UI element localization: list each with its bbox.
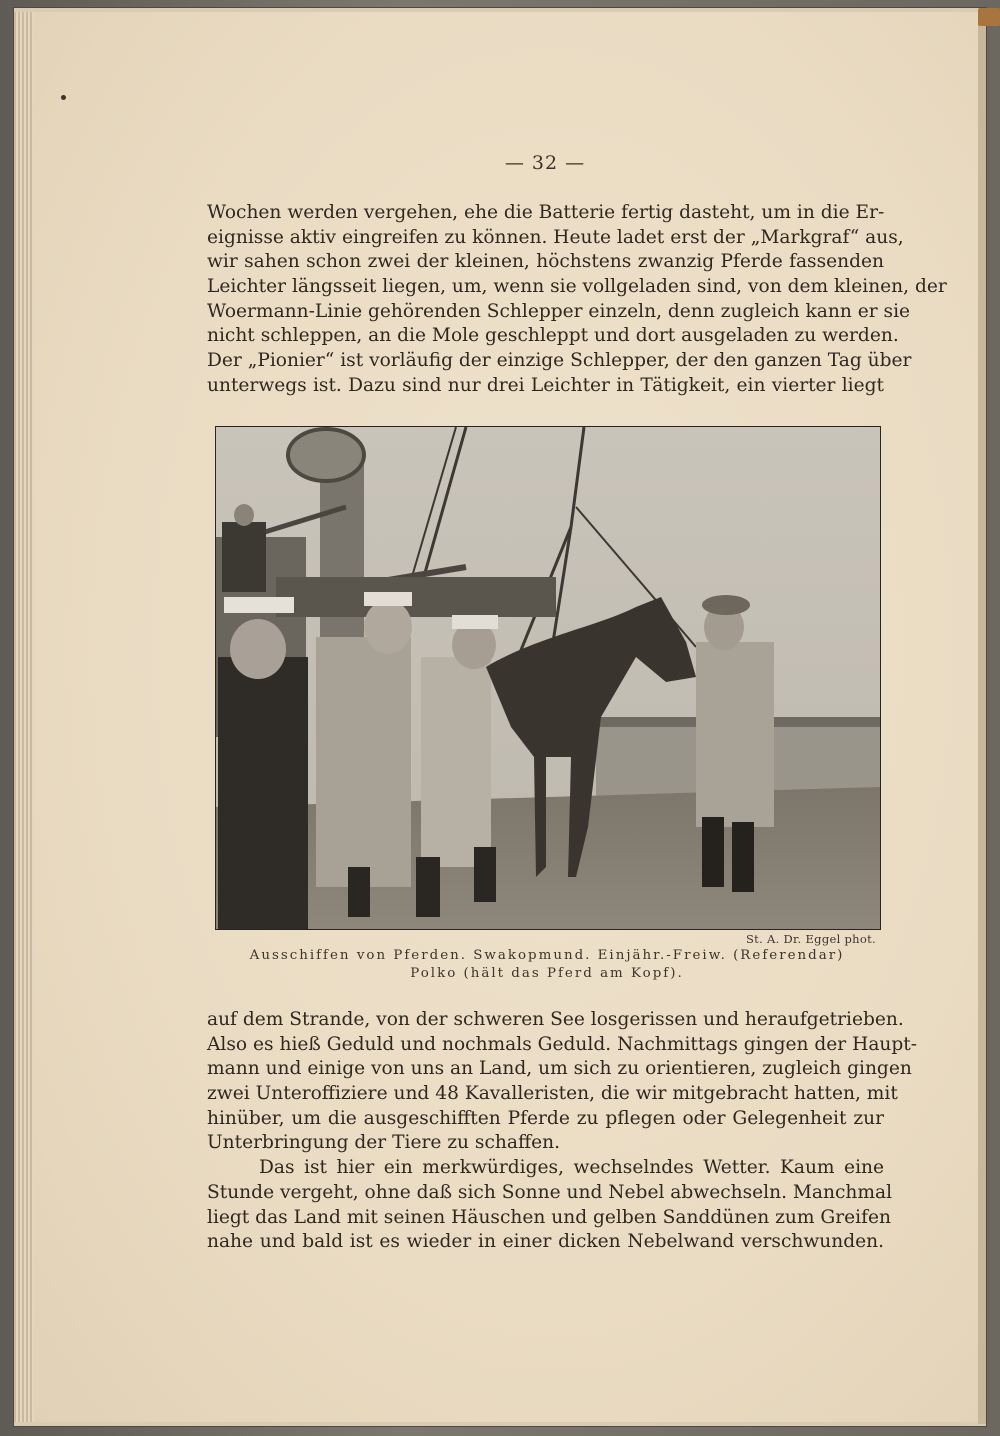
text-line: zwei Unteroffiziere und 48 Kavalleristen, die wir mitgebracht hatten, mit — [207, 1083, 898, 1105]
figure-caption-continued: Polko (hält das Pferd am Kopf). — [410, 966, 684, 981]
text-line: Woermann-Linie gehörenden Schlepper einzeln, denn zugleich kann er sie — [207, 300, 911, 322]
paragraph-top — [207, 201, 947, 399]
page-edges — [14, 12, 36, 1422]
text-line: Der „Pionier“ ist vorläufig der einzige Schlepper, der den ganzen Tag über — [207, 350, 912, 372]
text-line: hinüber, um die ausgeschifften Pferde zu pflegen oder Gelegenheit zur — [207, 1107, 884, 1129]
text-line: nicht schleppen, an die Mole geschleppt und dort ausgeladen zu werden. — [207, 325, 899, 347]
text-line: eignisse aktiv eingreifen zu können. Heute ladet erst der „Markgraf“ aus, — [207, 226, 904, 248]
corner-tab — [978, 8, 1000, 26]
text-line: auf dem Strande, von der schweren See losgerissen und heraufgetrieben. — [207, 1009, 904, 1030]
text-line: Also es hieß Geduld und nochmals Geduld. Nachmittags gingen der Haupt- — [207, 1033, 918, 1055]
text-line: Leichter längsseit liegen, um, wenn sie vollgeladen sind, von dem kleinen, der — [207, 276, 947, 298]
page-number: — 32 — — [504, 152, 586, 174]
text-line: mann und einige von uns an Land, um sich zu orientieren, zugleich gingen — [207, 1058, 912, 1080]
text-line: unterwegs ist. Dazu sind nur drei Leichter in Tätigkeit, ein vierter liegt — [207, 374, 884, 396]
figure-caption: Ausschiffen von Pferden. Swakopmund. Einjähr.-Freiw. (Referendar) — [249, 948, 845, 963]
right-page-edge — [978, 10, 986, 1424]
text-line: Unterbringung der Tiere zu schaffen. — [207, 1132, 561, 1154]
text-line: Das ist hier ein merkwürdiges, wechselndes Wetter. Kaum eine — [259, 1157, 884, 1179]
text-line: Wochen werden vergehen, ehe die Batterie fertig dasteht, um in die Er- — [207, 202, 885, 223]
photo-credit: St. A. Dr. Eggel phot. — [745, 932, 876, 946]
paragraph-bottom — [207, 1008, 918, 1255]
photograph-horse-unloading — [215, 426, 881, 930]
text-line: nahe und bald ist es wieder in einer dicken Nebelwand verschwunden. — [207, 1231, 884, 1253]
ink-dot — [61, 95, 66, 100]
text-line: liegt das Land mit seinen Häuschen und gelben Sanddünen zum Greifen — [207, 1206, 891, 1228]
text-line: wir sahen schon zwei der kleinen, höchstens zwanzig Pferde fassenden — [207, 251, 884, 273]
text-line: Stunde vergeht, ohne daß sich Sonne und Nebel abwechseln. Manchmal — [207, 1181, 893, 1203]
